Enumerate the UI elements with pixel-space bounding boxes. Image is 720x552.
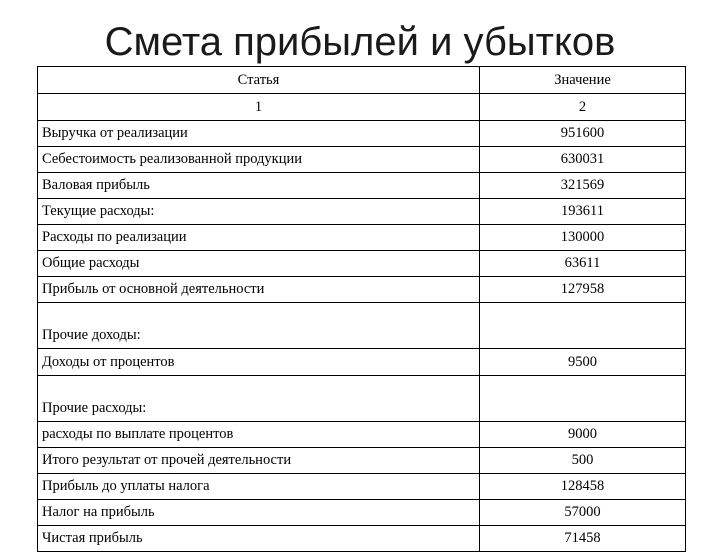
table-row	[38, 277, 686, 303]
column-number-2: 2	[480, 94, 686, 121]
column-header-item: Статья	[38, 67, 480, 94]
table-row	[38, 349, 686, 376]
table-numbering-row	[38, 94, 686, 121]
table-row	[38, 173, 686, 199]
row-label: Чистая прибыль	[38, 526, 480, 552]
table-row	[38, 147, 686, 173]
column-number-1: 1	[38, 94, 480, 121]
row-value	[480, 376, 686, 422]
row-value: 9000	[480, 422, 686, 448]
row-value: 63611	[480, 251, 686, 277]
table-row	[38, 422, 686, 448]
row-value: 127958	[480, 277, 686, 303]
row-value: 128458	[480, 474, 686, 500]
row-label: Налог на прибыль	[38, 500, 480, 526]
row-label: Выручка от реализации	[38, 121, 480, 147]
row-value: 193611	[480, 199, 686, 225]
row-label: Прибыль до уплаты налога	[38, 474, 480, 500]
table-header-row	[38, 67, 686, 94]
table-row	[38, 225, 686, 251]
row-value: 130000	[480, 225, 686, 251]
row-label: Валовая прибыль	[38, 173, 480, 199]
table-row	[38, 500, 686, 526]
column-header-value: Значение	[480, 67, 686, 94]
table-row	[38, 121, 686, 147]
table-row	[38, 448, 686, 474]
row-value: 9500	[480, 349, 686, 376]
row-label: Текущие расходы:	[38, 199, 480, 225]
row-value: 71458	[480, 526, 686, 552]
profit-loss-table	[37, 66, 686, 552]
row-value: 500	[480, 448, 686, 474]
row-value: 57000	[480, 500, 686, 526]
table-row	[38, 303, 686, 349]
table-row	[38, 526, 686, 552]
table-row	[38, 251, 686, 277]
row-value: 951600	[480, 121, 686, 147]
row-label: Доходы от процентов	[38, 349, 480, 376]
row-value: 630031	[480, 147, 686, 173]
row-label: Прочие расходы:	[38, 376, 480, 422]
table-row	[38, 376, 686, 422]
row-value: 321569	[480, 173, 686, 199]
page-title: Смета прибылей и убытков	[104, 20, 616, 64]
row-label: Общие расходы	[38, 251, 480, 277]
table-row	[38, 199, 686, 225]
row-value	[480, 303, 686, 349]
row-label: Прибыль от основной деятельности	[38, 277, 480, 303]
row-label: Итого результат от прочей деятельности	[38, 448, 480, 474]
row-label: Расходы по реализации	[38, 225, 480, 251]
row-label: Прочие доходы:	[38, 303, 480, 349]
row-label: Себестоимость реализованной продукции	[38, 147, 480, 173]
table-row	[38, 474, 686, 500]
row-label: расходы по выплате процентов	[38, 422, 480, 448]
